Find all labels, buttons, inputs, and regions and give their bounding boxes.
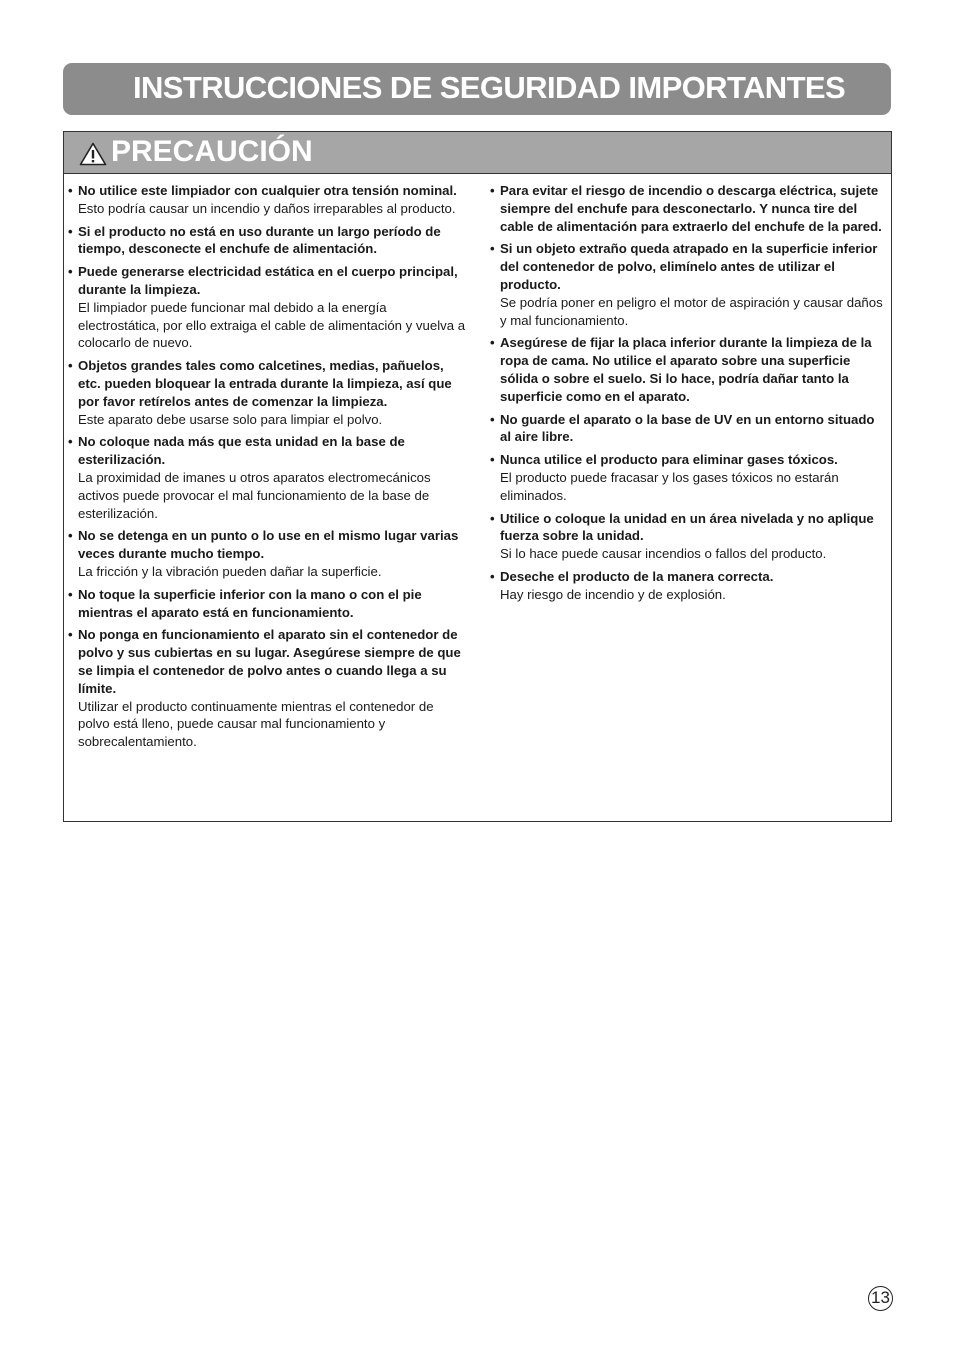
item-explanation-text: La fricción y la vibración pueden dañar la superficie. <box>78 563 382 579</box>
bullet-marker: • <box>68 586 73 602</box>
precaution-header <box>64 132 891 174</box>
precaution-item <box>68 586 468 622</box>
item-warning-text: Utilice o coloque la unidad en un área nivelada y no aplique fuerza sobre la unidad. <box>500 510 874 544</box>
item-warning-text: No guarde el aparato o la base de UV en un entorno situado al aire libre. <box>500 411 875 445</box>
bullet-marker: • <box>68 183 73 198</box>
bullet-marker: • <box>68 434 73 450</box>
precaution-item <box>490 510 885 563</box>
precaution-item <box>68 357 468 428</box>
precaution-item <box>68 527 468 580</box>
right-column <box>490 182 885 609</box>
item-warning-text: Objetos grandes tales como calcetines, medias, pañuelos, etc. pueden bloquear la entrada durante la limpieza, así que por favor retírelos antes de comenzar la limpieza. <box>78 358 452 409</box>
item-warning-text: Nunca utilice el producto para eliminar gases tóxicos. <box>500 452 838 468</box>
precaution-item <box>68 182 468 218</box>
precaution-item <box>490 334 885 405</box>
item-warning-text: No toque la superficie inferior con la mano o con el pie mientras el aparato está en funcionamiento. <box>78 586 422 620</box>
item-explanation-text: Si lo hace puede causar incendios o fallos del producto. <box>500 546 827 562</box>
bullet-marker: • <box>68 223 73 239</box>
precaution-item <box>68 223 468 259</box>
precaution-item <box>68 626 468 751</box>
item-explanation-text: La proximidad de imanes u otros aparatos electromecánicos activos puede provocar el mal funcionamiento de la base de esterilización. <box>78 469 431 521</box>
item-warning-text: No utilice este limpiador con cualquier otra tensión nominal. <box>78 183 457 198</box>
bullet-marker: • <box>68 358 73 374</box>
bullet-marker: • <box>490 411 495 427</box>
item-explanation-text: El limpiador puede funcionar mal debido a la energía electrostática, por ello extraiga el cable de alimentación y vuelva a colocarlo de nuevo. <box>78 299 466 351</box>
precaution-item <box>68 263 468 352</box>
item-warning-text: No ponga en funcionamiento el aparato sin el contenedor de polvo y sus cubiertas en su lugar. Asegúrese siempre de que se limpia el contenedor de polvo antes o cuando llega a su límite. <box>78 627 461 696</box>
warning-triangle-icon <box>79 142 107 166</box>
item-warning-text: Deseche el producto de la manera correcta. <box>500 568 774 584</box>
bullet-marker: • <box>490 510 495 526</box>
item-warning-text: Si el producto no está en uso durante un largo período de tiempo, desconecte el enchufe de alimentación. <box>78 223 441 257</box>
item-explanation-text: Utilizar el producto continuamente mientras el contenedor de polvo está lleno, puede causar mal funcionamiento y sobrecalentamiento. <box>78 698 434 750</box>
page-title: INSTRUCCIONES DE SEGURIDAD IMPORTANTES <box>133 70 846 105</box>
bullet-marker: • <box>68 264 73 280</box>
precaution-item <box>490 411 885 447</box>
item-warning-text: No se detenga en un punto o lo use en el mismo lugar varias veces durante mucho tiempo. <box>78 528 459 562</box>
item-warning-text: Si un objeto extraño queda atrapado en la superficie inferior del contenedor de polvo, elimínelo antes de utilizar el producto. <box>500 241 878 292</box>
bullet-marker: • <box>68 528 73 544</box>
precaution-panel <box>63 131 892 822</box>
item-warning-text: Para evitar el riesgo de incendio o descarga eléctrica, sujete siempre del enchufe para desconectarlo. Y nunca tire del cable de alimentación para extraerlo del enchufe de la pared. <box>500 183 882 234</box>
bullet-marker: • <box>490 241 495 257</box>
item-warning-text: No coloque nada más que esta unidad en la base de esterilización. <box>78 434 405 468</box>
precaution-item <box>490 451 885 504</box>
page-number: 13 <box>868 1286 893 1311</box>
bullet-marker: • <box>490 568 495 584</box>
precaution-heading: PRECAUCIÓN <box>111 135 313 168</box>
item-warning-text: Puede generarse electricidad estática en el cuerpo principal, durante la limpieza. <box>78 264 458 297</box>
bullet-marker: • <box>68 627 73 643</box>
item-explanation-text: Hay riesgo de incendio y de explosión. <box>500 586 726 602</box>
left-column <box>68 182 468 756</box>
bullet-marker: • <box>490 335 495 351</box>
item-explanation-text: Esto podría causar un incendio y daños irreparables al producto. <box>78 200 456 216</box>
item-explanation-text: El producto puede fracasar y los gases tóxicos no estarán eliminados. <box>500 469 839 503</box>
precaution-item <box>490 568 885 604</box>
bullet-marker: • <box>490 183 495 198</box>
precaution-item <box>68 433 468 522</box>
precaution-item <box>490 240 885 329</box>
precaution-item <box>490 182 885 235</box>
title-bar <box>63 63 891 115</box>
item-explanation-text: Este aparato debe usarse solo para limpiar el polvo. <box>78 411 383 427</box>
item-warning-text: Asegúrese de fijar la placa inferior durante la limpieza de la ropa de cama. No utilice el aparato sobre una superficie sólida o sobre el suelo. Si lo hace, podría dañar tanto la superficie como en el aparato. <box>500 335 872 404</box>
item-explanation-text: Se podría poner en peligro el motor de aspiración y causar daños y mal funcionamiento. <box>500 294 883 328</box>
bullet-marker: • <box>490 452 495 468</box>
